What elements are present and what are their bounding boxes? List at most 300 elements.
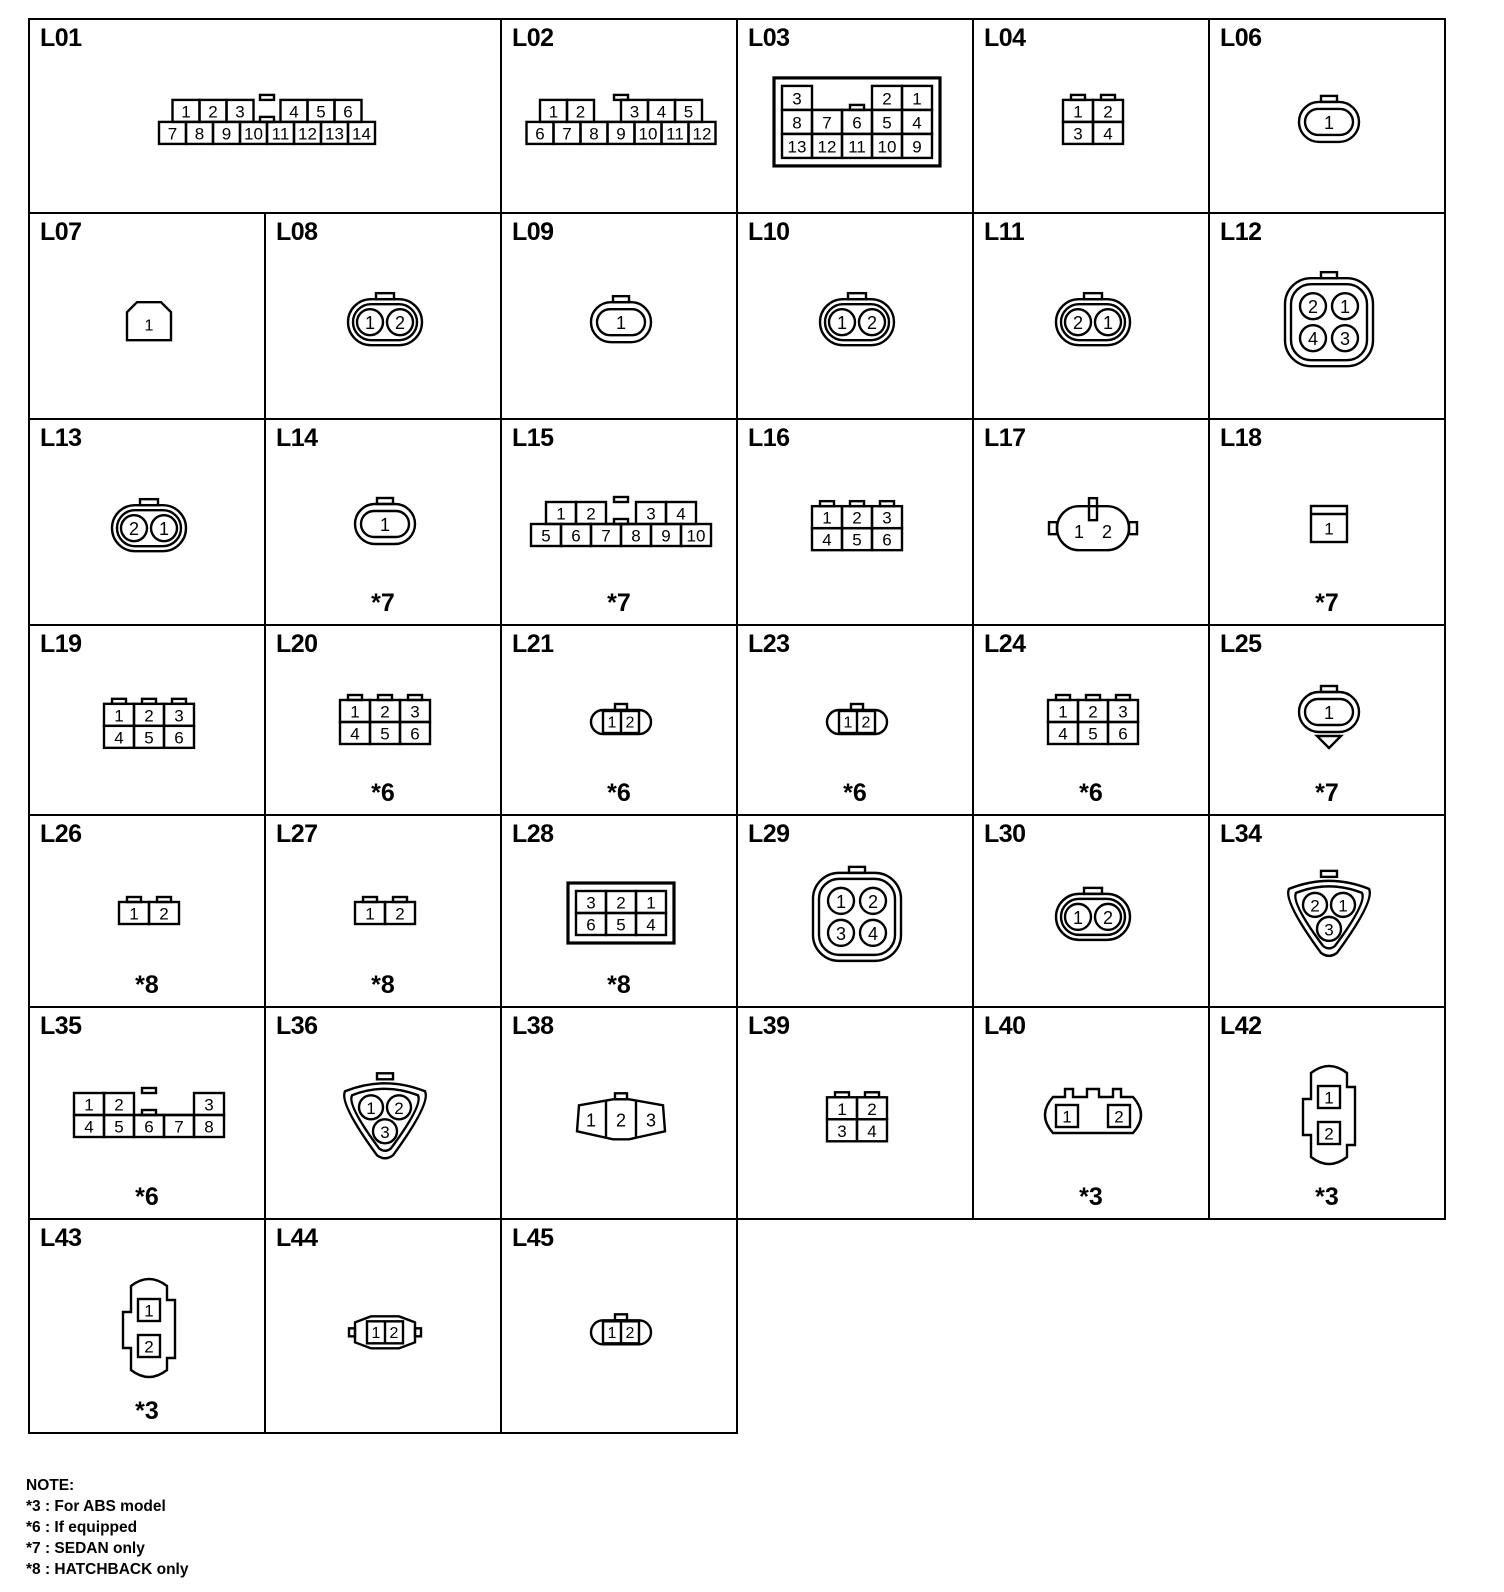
latch-tab [378,695,392,700]
pin-number: 1 [144,317,154,335]
pin-number: 2 [1072,313,1084,334]
connector-cell-l15 [500,418,738,626]
connector-id: L09 [512,218,554,246]
connector-cell-l26 [28,814,266,1008]
pin-number: 13 [787,137,807,157]
pin-number: 4 [1103,124,1113,144]
pin-number: 5 [882,113,892,133]
pin-number: 1 [129,904,139,924]
connector-note: *7 [1315,779,1339,807]
connector-cell-l02 [500,18,738,214]
pin-number: 3 [380,1122,390,1142]
pin-number: 9 [616,124,626,144]
connector-cell-l08 [264,212,502,420]
pin-number: 3 [1073,124,1083,144]
pin-number: 5 [114,1117,124,1137]
connector-body [1303,1066,1355,1164]
latch-tab [1101,95,1115,100]
pin-number: 7 [601,526,611,546]
pin-number: 6 [410,724,420,744]
connector-id: L06 [1220,24,1262,52]
connector-note: *8 [607,971,631,999]
latch-tab [880,501,894,506]
pin-number: 3 [882,508,892,528]
pin-number: 1 [1073,102,1083,122]
latch-tab [1084,888,1102,894]
connector-cell-l10 [736,212,974,420]
connector-diagram [738,214,976,422]
connector-body [1057,506,1129,550]
latch-tab [363,897,377,902]
pin-number: 6 [882,530,892,550]
latch-tab [1071,95,1085,100]
pin-number: 2 [128,519,140,540]
latch-tab [848,293,866,299]
latch-tab [615,1314,627,1320]
pin-number: 7 [174,1117,184,1137]
pin-number: 7 [822,113,832,133]
latch-tab [112,699,126,704]
connector-symbol [1048,695,1138,744]
pin-number: 11 [271,124,290,144]
connector-cell-l21 [500,624,738,816]
connector-cell-l04 [972,18,1210,214]
latch-tab [140,499,158,505]
connector-cell-l01 [28,18,502,214]
pin-number: 5 [1088,724,1098,744]
connector-symbol [159,95,375,144]
connector-symbol [1299,686,1359,748]
side-tab [415,1328,421,1336]
connector-cell-l12 [1208,212,1446,420]
pin-number: 2 [616,893,626,913]
pin-number: 1 [365,904,375,924]
latch-tab [613,296,629,302]
latch-tab [260,95,274,100]
pin-number: 1 [837,1099,847,1119]
connector-cell-l20 [264,624,502,816]
latch-tab [172,699,186,704]
latch-tab [850,501,864,506]
pin-number: 3 [235,102,245,122]
connector-symbol [1303,1066,1355,1164]
inner-body [825,304,889,340]
connector-diagram [30,626,268,818]
pin-number: 5 [683,102,694,122]
connector-note: *8 [135,971,159,999]
latch-tab [142,699,156,704]
connector-note: *8 [371,971,395,999]
connector-id: L36 [276,1012,318,1040]
pin-number: 4 [84,1117,94,1137]
latch-tab [615,1093,627,1099]
connector-diagram [30,214,268,422]
connector-body [1056,894,1130,940]
connector-id: L30 [984,820,1026,848]
connector-diagram [738,1008,976,1222]
pin-number: 9 [912,137,922,157]
connector-diagram [502,1220,740,1436]
connector-id: L14 [276,424,318,452]
connector-symbol [1311,506,1347,542]
connector-diagram [974,816,1212,1010]
connector-symbol [104,699,194,748]
connector-cell-l13 [28,418,266,626]
connector-symbol [123,1279,175,1377]
connector-body [123,1279,175,1377]
pin-number: 4 [867,923,879,944]
pin-number: 3 [204,1095,214,1115]
pin-number: 3 [629,102,640,122]
connector-id: L11 [984,218,1025,246]
pin-number: 3 [837,1121,847,1141]
pin-number: 11 [848,137,866,157]
pin-number: 2 [144,1337,154,1357]
pin-number: 1 [912,89,922,109]
pin-number: 10 [877,137,897,157]
connector-symbol [531,497,711,546]
pin-number: 1 [1102,313,1114,334]
connector-id: L07 [40,218,82,246]
pin-number: 1 [379,515,391,535]
connector-symbol [74,1088,224,1137]
inner-body [117,510,181,546]
connector-symbol [119,897,179,924]
pin-number: 2 [625,1324,635,1342]
pin-number: 2 [114,1095,124,1115]
pin-number: 1 [843,714,853,732]
side-tab [1049,522,1057,534]
pin-number: 1 [181,102,191,122]
connector-id: L27 [276,820,318,848]
connector-diagram [502,1008,740,1222]
connector-id: L28 [512,820,554,848]
pin-number: 1 [1338,896,1348,916]
connector-symbol [591,296,651,342]
connector-symbol [355,897,415,924]
connector-cell-l25 [1208,624,1446,816]
connector-id: L26 [40,820,82,848]
connector-cell-l42 [1208,1006,1446,1220]
connector-diagram [30,20,504,216]
pin-number: 14 [352,124,371,144]
connector-symbol [1299,96,1359,142]
pin-number: 12 [817,137,837,157]
pin-number: 3 [835,923,847,944]
pin-number: 1 [1062,1107,1072,1127]
pin-number: 10 [686,526,706,546]
connector-cell-l36 [264,1006,502,1220]
side-tab [1129,522,1137,534]
connector-id: L21 [512,630,554,658]
pin-number: 1 [1073,522,1085,543]
pin-number: 1 [1058,702,1068,722]
connector-diagram [738,420,976,628]
latch-tab [1084,293,1102,299]
pin-number: 1 [615,313,627,334]
latch-tab [835,1092,849,1097]
pin-number: 3 [586,893,596,913]
pin-number: 12 [298,124,317,144]
pin-number: 2 [1324,1124,1334,1144]
pin-number: 1 [366,1098,376,1118]
connector-id: L45 [512,1224,554,1252]
connector-note: *6 [843,779,867,807]
connector-body [820,299,894,345]
pin-number: 1 [144,1301,154,1321]
inner-body [1061,304,1125,340]
connector-symbol [820,293,894,345]
connector-symbol [1045,1089,1141,1133]
connector-id: L15 [512,424,554,452]
pin-number: 6 [343,102,353,122]
pin-number: 1 [1323,112,1335,133]
latch-tab [865,1092,879,1097]
connector-body [348,299,422,345]
connector-symbol [1049,498,1137,550]
notes-section [26,1475,188,1580]
connector-diagram [30,420,268,628]
pin-number: 3 [645,1110,657,1131]
pin-number: 6 [586,915,596,935]
pin-number: 10 [638,124,658,144]
note-line-8: *8 : HATCHBACK only [26,1561,189,1578]
connector-body [112,505,186,551]
connector-id: L24 [984,630,1026,658]
pin-number: 2 [394,313,406,334]
inner-body [353,304,417,340]
pin-number: 1 [1339,297,1351,318]
pin-number: 9 [221,124,232,144]
pin-number: 3 [1324,920,1334,940]
connector-diagram [266,1008,504,1222]
connector-id: L10 [748,218,790,246]
pin-number: 4 [114,728,124,748]
pin-number: 2 [615,1110,627,1131]
pin-number: 2 [852,508,862,528]
pin-number: 4 [646,915,656,935]
connector-diagram [502,20,740,216]
notes-title: NOTE: [26,1477,75,1494]
pin-number: 1 [836,313,848,334]
latch-tab [1086,695,1100,700]
connector-cell-l40 [972,1006,1210,1220]
pin-number: 1 [158,519,170,540]
connector-symbol [355,498,415,544]
connector-id: L25 [1220,630,1262,658]
pin-number: 1 [822,508,832,528]
connector-cell-l24 [972,624,1210,816]
pin-number: 11 [666,124,684,144]
connector-id: L42 [1220,1012,1262,1040]
connector-symbol [1063,95,1123,144]
connector-id: L17 [984,424,1026,452]
pin-number: 1 [371,1324,381,1342]
connector-body [813,873,901,961]
connector-cell-l39 [736,1006,974,1220]
connector-diagram [974,420,1212,628]
connector-note: *7 [607,589,631,617]
connector-id: L43 [40,1224,82,1252]
connector-diagram [266,1220,504,1436]
pin-number: 8 [204,1117,214,1137]
connector-diagram [738,20,976,216]
pin-number: 3 [1118,702,1128,722]
connector-note: *7 [1315,589,1339,617]
pin-number: 2 [861,714,871,732]
latch-tab [1321,686,1337,692]
pin-number: 3 [792,89,802,109]
connector-cell-l28 [500,814,738,1008]
connector-diagram [974,20,1212,216]
pin-number: 1 [556,504,566,524]
connector-symbol [577,1093,665,1139]
pin-number: 6 [174,728,184,748]
connector-note: *3 [1315,1183,1339,1211]
pin-number: 4 [1307,329,1319,350]
pin-number: 1 [114,706,124,726]
connector-diagram [1210,20,1448,216]
pin-number: 5 [316,102,326,122]
pin-number: 1 [585,1110,597,1131]
pin-number: 1 [1324,519,1334,539]
pin-number: 5 [541,526,551,546]
latch-tab [849,867,865,873]
connector-cell-l11 [972,212,1210,420]
latch-tab [377,498,393,504]
latch-tab [614,95,628,100]
connector-note: *7 [371,589,395,617]
connector-id: L03 [748,24,790,52]
inner-body [1061,899,1125,935]
connector-id: L16 [748,424,790,452]
pin-number: 4 [350,724,360,744]
connector-id: L13 [40,424,82,452]
latch-tab [377,1073,393,1079]
connector-symbol [1056,293,1130,345]
pin-number: 2 [575,102,586,122]
connector-cell-l45 [500,1218,738,1434]
pin-number: 2 [1088,702,1098,722]
connector-diagram [974,214,1212,422]
pin-number: 7 [167,124,178,144]
connector-id: L35 [40,1012,82,1040]
connector-diagram [1210,214,1448,422]
connector-symbol [812,501,902,550]
side-tab [349,1328,355,1336]
connector-note: *6 [1079,779,1103,807]
connector-symbol [1285,272,1373,366]
pin-number: 8 [631,526,641,546]
connector-diagram [1210,816,1448,1010]
latch-tab [820,501,834,506]
pin-number: 4 [656,102,667,122]
pin-number: 2 [1102,907,1114,928]
connector-symbol [340,695,430,744]
pin-number: 2 [394,1098,404,1118]
connector-note: *3 [135,1397,159,1425]
connector-cell-l18 [1208,418,1446,626]
connector-symbol [527,95,716,144]
pin-number: 5 [144,728,154,748]
pin-number: 4 [1058,724,1068,744]
arrow-key [1317,736,1341,748]
pin-number: 4 [289,102,299,122]
connector-id: L20 [276,630,318,658]
pin-number: 2 [882,89,892,109]
pin-number: 8 [589,124,599,144]
pin-number: 2 [208,102,218,122]
pin-number: 2 [389,1324,399,1342]
connector-cell-l19 [28,624,266,816]
connector-symbol [827,1092,887,1141]
connector-cell-l06 [1208,18,1446,214]
connector-cell-l03 [736,18,974,214]
connector-cell-l35 [28,1006,266,1220]
pin-number: 1 [1324,1088,1334,1108]
pin-number: 6 [144,1117,154,1137]
connector-symbol [349,1316,421,1348]
pin-number: 4 [867,1121,877,1141]
pin-number: 4 [912,113,922,133]
pin-number: 6 [852,113,862,133]
connector-symbol [344,1073,426,1158]
pin-number: 12 [692,124,712,144]
connector-id: L02 [512,24,554,52]
latch-tab [614,497,628,502]
pin-number: 1 [835,891,847,912]
pin-number: 2 [1101,522,1113,543]
latch-tab [1116,695,1130,700]
pin-number: 1 [646,893,656,913]
connector-id: L39 [748,1012,790,1040]
connector-symbol [591,704,651,734]
connector-symbol [813,867,901,961]
note-line-6: *6 : If equipped [26,1519,138,1536]
connector-symbol [127,302,171,340]
connector-id: L38 [512,1012,554,1040]
connector-cell-l44 [264,1218,502,1434]
pin-number: 2 [867,1099,877,1119]
connector-note: *6 [607,779,631,807]
pin-number: 1 [1323,703,1335,723]
connector-symbol [568,883,674,943]
connector-cell-l17 [972,418,1210,626]
connector-id: L01 [40,24,82,52]
connector-id: L40 [984,1012,1026,1040]
pin-number: 2 [1114,1107,1124,1127]
pin-number: 7 [562,124,572,144]
latch-tab [348,695,362,700]
latch-tab [142,1088,156,1093]
connector-diagram [502,214,740,422]
pin-number: 4 [676,504,686,524]
pin-number: 2 [1103,102,1113,122]
pin-number: 3 [1339,329,1351,350]
connector-id: L19 [40,630,82,658]
pin-number: 13 [325,124,344,144]
pin-number: 4 [822,530,832,550]
latch-tab [1056,695,1070,700]
pin-number: 6 [1118,724,1128,744]
connector-cell-l07 [28,212,266,420]
connector-note: *6 [371,779,395,807]
pin-number: 5 [380,724,390,744]
connector-cell-l09 [500,212,738,420]
connector-symbol [348,293,422,345]
connector-note: *6 [135,1183,159,1211]
connector-note: *3 [1079,1183,1103,1211]
